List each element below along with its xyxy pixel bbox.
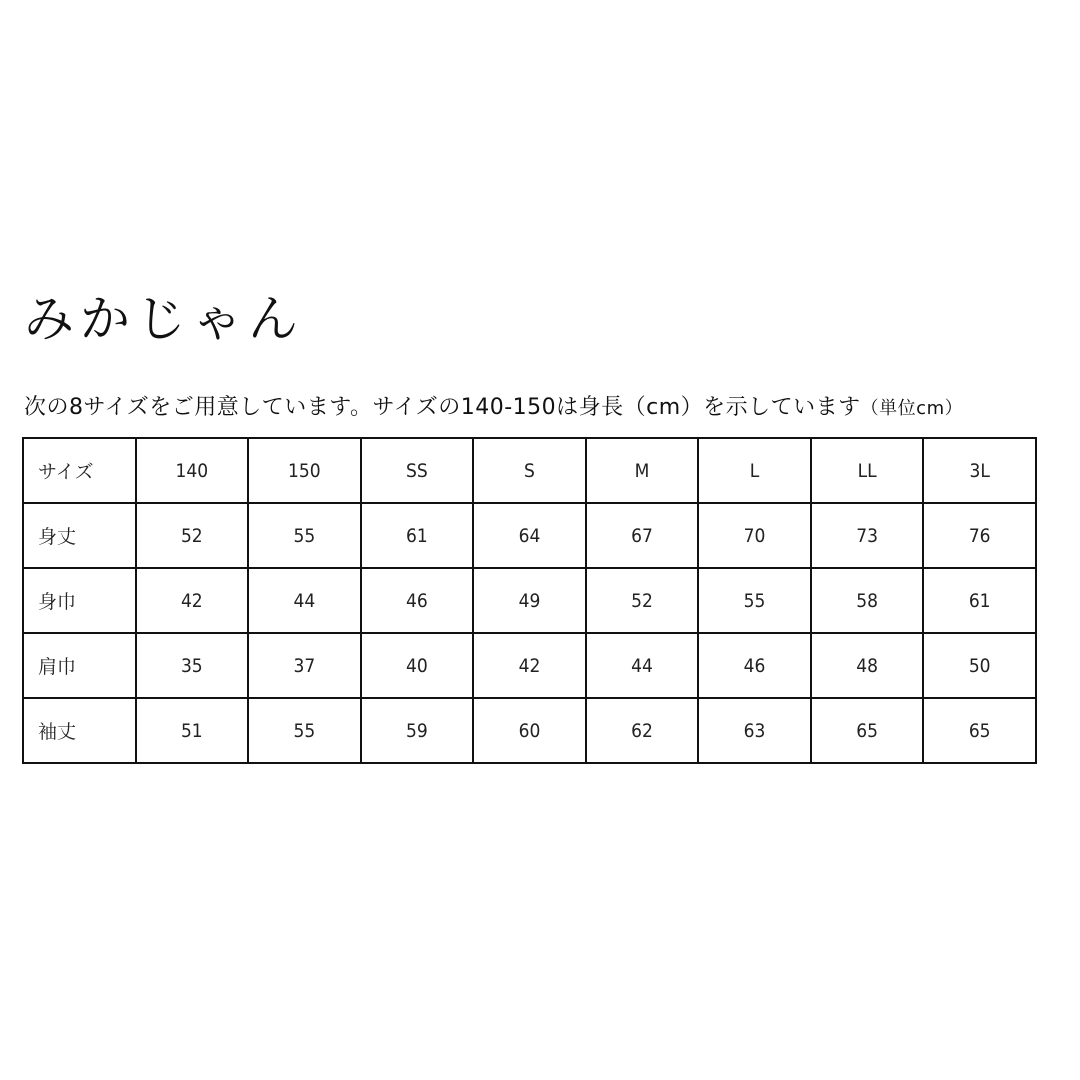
table-cell: 58 (811, 568, 924, 633)
header-size: L (698, 438, 811, 503)
row-label: 肩巾 (23, 633, 136, 698)
row-label: 身丈 (23, 503, 136, 568)
header-size: S (473, 438, 586, 503)
table-cell: 65 (811, 698, 924, 763)
table-cell: 48 (811, 633, 924, 698)
table-cell: 51 (136, 698, 249, 763)
page-title: みかじゃん (24, 290, 304, 348)
header-size: LL (811, 438, 924, 503)
table-row (23, 698, 1036, 763)
table-cell: 67 (586, 503, 699, 568)
table-cell: 62 (586, 698, 699, 763)
header-size: 140 (136, 438, 249, 503)
table-row (23, 503, 1036, 568)
size-description (24, 392, 963, 425)
table-cell: 63 (698, 698, 811, 763)
table-cell: 73 (811, 503, 924, 568)
table-cell: 55 (698, 568, 811, 633)
table-cell: 55 (248, 698, 361, 763)
table-cell: 46 (361, 568, 474, 633)
table-cell: 60 (473, 698, 586, 763)
table-header-row (23, 438, 1036, 503)
header-label: サイズ (23, 438, 136, 503)
table-cell: 61 (361, 503, 474, 568)
header-size: 3L (923, 438, 1036, 503)
table-cell: 44 (248, 568, 361, 633)
table-cell: 76 (923, 503, 1036, 568)
table-cell: 44 (586, 633, 699, 698)
table-cell: 50 (923, 633, 1036, 698)
table-cell: 35 (136, 633, 249, 698)
table-cell: 52 (586, 568, 699, 633)
row-label: 身巾 (23, 568, 136, 633)
table-cell: 42 (473, 633, 586, 698)
table-cell: 70 (698, 503, 811, 568)
table-cell: 49 (473, 568, 586, 633)
table-cell: 42 (136, 568, 249, 633)
row-label: 袖丈 (23, 698, 136, 763)
table-cell: 64 (473, 503, 586, 568)
table-cell: 52 (136, 503, 249, 568)
table-row (23, 633, 1036, 698)
header-size: 150 (248, 438, 361, 503)
table-row (23, 568, 1036, 633)
table-cell: 59 (361, 698, 474, 763)
header-size: SS (361, 438, 474, 503)
unit-note: （単位cm） (860, 398, 964, 419)
table-cell: 40 (361, 633, 474, 698)
table-cell: 61 (923, 568, 1036, 633)
table-cell: 65 (923, 698, 1036, 763)
table-cell: 55 (248, 503, 361, 568)
table-cell: 46 (698, 633, 811, 698)
table-cell: 37 (248, 633, 361, 698)
size-table (22, 437, 1037, 764)
description-text: 次の8サイズをご用意しています。サイズの140-150は身長（cm）を示しています (24, 395, 861, 420)
header-size: M (586, 438, 699, 503)
